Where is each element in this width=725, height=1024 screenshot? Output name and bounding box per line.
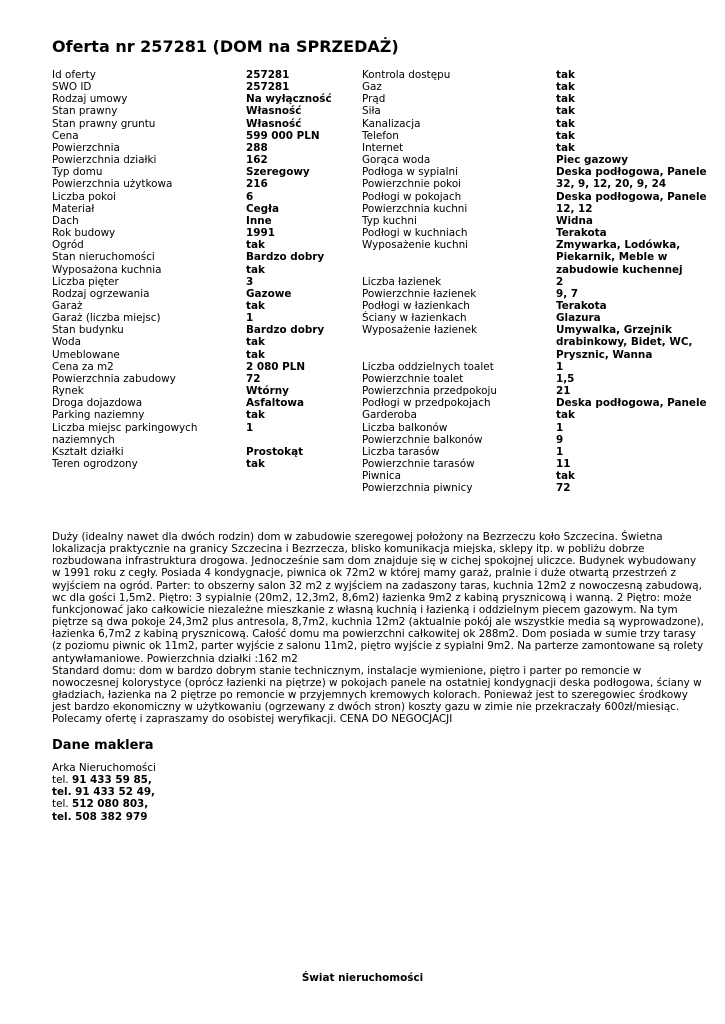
detail-row (362, 166, 707, 178)
detail-label: Cena za m2 (52, 360, 114, 373)
detail-row (362, 203, 707, 215)
detail-label: Liczba oddzielnych toalet (362, 360, 494, 373)
broker-phone: tel. 91 433 52 49, (52, 786, 156, 799)
detail-row (362, 69, 707, 81)
detail-value: tak (556, 117, 575, 130)
detail-value: tak (246, 409, 265, 422)
broker-info (52, 762, 156, 823)
detail-row (52, 385, 352, 397)
detail-label: Materiał (52, 202, 95, 215)
detail-value: 1 (246, 312, 254, 325)
detail-label: Garaż (52, 299, 83, 312)
detail-value: tak (246, 263, 265, 276)
detail-row (52, 81, 352, 93)
detail-row (362, 361, 707, 373)
detail-label: Liczba balkonów (362, 421, 448, 434)
detail-row (52, 142, 352, 154)
detail-value: Terakota (556, 227, 607, 240)
detail-row (52, 130, 352, 142)
detail-value: tak (246, 336, 265, 349)
detail-value: Prostokąt (246, 445, 304, 458)
detail-row (362, 458, 707, 470)
detail-row (362, 178, 707, 190)
detail-row (52, 227, 352, 239)
detail-value: 9 (556, 433, 564, 446)
detail-row (362, 446, 707, 458)
detail-value: tak (556, 409, 575, 422)
detail-label: Telefon (362, 129, 399, 142)
detail-label: Podłogi w przedpokojach (362, 397, 491, 410)
detail-row (52, 361, 352, 373)
detail-label: Powierzchnie pokoi (362, 178, 462, 191)
detail-label: Rodzaj ogrzewania (52, 287, 150, 300)
footer-brand: Świat nieruchomości (301, 972, 424, 984)
detail-value: 3 (246, 275, 254, 288)
detail-value: 216 (246, 178, 268, 191)
detail-value: 32, 9, 12, 20, 9, 24 (556, 178, 667, 191)
detail-value: Bardzo dobry (246, 324, 325, 337)
detail-row (362, 288, 707, 300)
detail-value: Na wyłączność (246, 93, 332, 106)
detail-value: 72 (246, 372, 261, 385)
detail-row (362, 142, 707, 154)
detail-label: Powierzchnia zabudowy (52, 372, 176, 385)
detail-value: Umywalka, Grzejnik drabinkowy, Bidet, WC, Prysznic, Wanna (556, 324, 693, 361)
detail-row (362, 130, 707, 142)
detail-value: Własność (246, 117, 302, 130)
detail-label: Dach (52, 214, 79, 227)
description-paragraph: Duży (idealny nawet dla dwóch rodzin) dom w zabudowie szeregowej położony na Bezrzeczu koło Szczecina. Świetna lokalizacja praktycznie na granicy Szczecina i Bezrzecza, blisko komunikacja miejska, sklepy itp. w pobliżu dobrze rozbudowana infrastruktura drogowa. Jednocześnie sam dom znajduje się w cichej spokojnej uliczce. Budynek wybudowany w 1991 roku z cegły. Posiada 4 kondygnacje, piwnica ok 72m2 w której mamy garaż, pralnie i duże otwartą przestrzeń z wyjściem na ogród. Parter: to obszerny salon 32 m2 z wyjściem na zadaszony taras, kuchnia 12m2 z nowoczesną zabudową, wc dla gości 1,5m2. Piętro: 3 sypialnie (20m2, 12,3m2, 8,6m2) łazienka 9m2 z kabiną prysznicową i wanną. 2 Piętro: może funkcjonować jako całkowicie niezależne mieszkanie z własną kuchnią i łazienką i oddzielnym piecem gazowym. Na tym piętrze są dwa pokoje 24,3m2 plus antresola, 8,7m2, kuchnia 12m2 (aktualnie pokój ale wszystkie media są wyprowadzone), łazienka 6,7m2 z kabiną prysznicową. Całość domu ma powierzchni całkowitej ok 288m2. Dom posiada w sumie trzy tarasy (z poziomu piwnic ok 11m2, parter wyjście z salonu 11m2, piętro wyjście z sypialni 9m2. Na parterze zamontowane są rolety antywłamaniowe. Powierzchnia działki :162 m2 (52, 531, 704, 665)
detail-row (52, 422, 352, 446)
detail-row (362, 118, 707, 130)
detail-row (362, 312, 707, 324)
detail-value: tak (556, 105, 575, 118)
detail-row (362, 324, 707, 360)
detail-row (362, 470, 707, 482)
detail-row (52, 69, 352, 81)
detail-label: Gorąca woda (362, 154, 431, 167)
detail-label: Powierzchnie balkonów (362, 433, 483, 446)
detail-label: Gaz (362, 81, 382, 94)
detail-label: Powierzchnie toalet (362, 372, 464, 385)
detail-row (52, 458, 352, 470)
detail-row (52, 288, 352, 300)
phone-prefix: tel. (52, 774, 69, 787)
detail-value: Bardzo dobry (246, 251, 325, 264)
detail-label: Rynek (52, 385, 84, 398)
detail-label: Podłogi w kuchniach (362, 227, 468, 240)
detail-value: Terakota (556, 299, 607, 312)
detail-label: Internet (362, 141, 404, 154)
detail-row (52, 215, 352, 227)
detail-value: Szeregowy (246, 166, 310, 179)
broker-name: Arka Nieruchomości (52, 762, 156, 774)
detail-row (362, 105, 707, 117)
detail-label: Powierzchnie tarasów (362, 458, 475, 470)
detail-label: Powierzchnia (52, 141, 120, 154)
detail-row (52, 324, 352, 336)
detail-label: Powierzchnia kuchni (362, 202, 468, 215)
offer-description (52, 531, 707, 726)
detail-label: Podłogi w pokojach (362, 190, 462, 203)
detail-value: 599 000 PLN (246, 129, 320, 142)
detail-row (52, 154, 352, 166)
detail-row (52, 118, 352, 130)
detail-label: Liczba tarasów (362, 445, 440, 458)
detail-value: 11 (556, 458, 571, 470)
detail-label: Prąd (362, 93, 386, 106)
detail-row (362, 434, 707, 446)
detail-label: Typ kuchni (362, 214, 417, 227)
detail-value: tak (556, 81, 575, 94)
detail-row (362, 276, 707, 288)
detail-value: Wtórny (246, 385, 289, 398)
detail-row (52, 191, 352, 203)
description-paragraph: Standard domu: dom w bardzo dobrym stanie technicznym, instalacje wymienione, piętro i parter po remoncie w nowoczesnej kolorystyce (oprócz łazienki na piętrze) w pokojach panele na ostatniej kondygnacji deska podłogowa, ściany w gładziach, łazienka na 2 piętrze po remoncie w przyjemnych kremowych kolorach. Ponieważ jest to szeregowiec środkowy jest bardzo ekonomiczny w użytkowaniu (ogrzewany z dwóch stron) koszty gazu w zimie nie przekraczały 600zł/miesiąc. Polecamy ofertę i zapraszamy do osobistej weryfikacji. CENA DO NEGOCJACJI (52, 664, 702, 726)
detail-label: Wyposażenie kuchni (362, 239, 469, 252)
detail-value: Glazura (556, 312, 601, 325)
detail-label: Garaż (liczba miejsc) (52, 312, 161, 325)
detail-row (362, 385, 707, 397)
broker-phone (52, 774, 156, 786)
detail-label: Powierzchnia działki (52, 154, 157, 167)
detail-row (362, 215, 707, 227)
detail-label: Kanalizacja (362, 117, 421, 130)
detail-label: Cena (52, 129, 79, 142)
detail-value: 9, 7 (556, 287, 579, 300)
detail-value: Widna (556, 214, 593, 227)
detail-value: 162 (246, 154, 268, 167)
detail-label: Garderoba (362, 409, 417, 422)
detail-label: Stan prawny (52, 105, 118, 118)
detail-label: SWO ID (52, 81, 92, 94)
broker-phone (52, 798, 156, 810)
offer-details-right (362, 69, 707, 494)
detail-row (52, 178, 352, 190)
detail-row (52, 446, 352, 458)
detail-label: Typ domu (52, 166, 103, 179)
detail-label: Stan budynku (52, 324, 124, 337)
detail-value: Gazowe (246, 287, 292, 300)
detail-label: Stan nieruchomości (52, 251, 155, 264)
detail-value: 257281 (246, 69, 290, 81)
detail-value: 21 (556, 385, 571, 398)
detail-value: Cegła (246, 202, 279, 215)
detail-label: Kształt działki (52, 445, 124, 458)
detail-row (52, 166, 352, 178)
detail-value: tak (246, 458, 265, 470)
detail-label: Podłoga w sypialni (362, 166, 458, 179)
detail-label: Umeblowane (52, 348, 120, 361)
detail-row (52, 312, 352, 324)
detail-row (362, 191, 707, 203)
detail-label: Woda (52, 336, 81, 349)
detail-label: Powierzchnia przedpokoju (362, 385, 497, 398)
broker-heading: Dane maklera (52, 738, 154, 753)
detail-value: Deska podłogowa, Panele (556, 166, 707, 179)
detail-value: 1 (556, 445, 564, 458)
detail-row (52, 409, 352, 421)
detail-row (52, 264, 352, 276)
detail-label: Podłogi w łazienkach (362, 299, 470, 312)
detail-value: tak (556, 141, 575, 154)
detail-label: Wyposażona kuchnia (52, 263, 162, 276)
detail-value: 1,5 (556, 372, 575, 385)
detail-value: Zmywarka, Lodówka, Piekarnik, Meble w zabudowie kuchennej (556, 239, 683, 276)
detail-label: Stan prawny gruntu (52, 117, 156, 130)
detail-row (52, 397, 352, 409)
detail-label: Powierzchnia piwnicy (362, 482, 473, 495)
detail-row (362, 239, 707, 275)
detail-value: tak (556, 470, 575, 483)
detail-value: tak (246, 299, 265, 312)
detail-row (52, 251, 352, 263)
detail-value: tak (556, 93, 575, 106)
detail-value: tak (246, 348, 265, 361)
phone-number: 512 080 803, (71, 798, 149, 811)
detail-value: 2 080 PLN (246, 360, 306, 373)
detail-value: Asfaltowa (246, 397, 305, 410)
detail-label: Kontrola dostępu (362, 69, 451, 81)
detail-value: 72 (556, 482, 571, 495)
detail-row (362, 227, 707, 239)
detail-label: Piwnica (362, 470, 401, 483)
detail-row (52, 93, 352, 105)
detail-row (52, 203, 352, 215)
detail-row (362, 397, 707, 409)
detail-value: Inne (246, 214, 272, 227)
detail-label: Id oferty (52, 69, 96, 81)
detail-label: Parking naziemny (52, 409, 145, 422)
detail-row (52, 373, 352, 385)
detail-label: Rodzaj umowy (52, 93, 128, 106)
detail-value: tak (556, 129, 575, 142)
detail-label: Ściany w łazienkach (362, 312, 467, 325)
detail-label: Rok budowy (52, 227, 116, 240)
detail-label: Liczba łazienek (362, 275, 442, 288)
detail-row (52, 300, 352, 312)
detail-value: 257281 (246, 81, 290, 94)
detail-value: tak (556, 69, 575, 81)
detail-label: Teren ogrodzony (52, 458, 138, 470)
detail-row (52, 349, 352, 361)
detail-label: Liczba pokoi (52, 190, 116, 203)
detail-value: Własność (246, 105, 302, 118)
detail-value: 6 (246, 190, 254, 203)
detail-row (362, 300, 707, 312)
detail-value: 288 (246, 141, 268, 154)
detail-value: 1991 (246, 227, 275, 240)
detail-value: 2 (556, 275, 564, 288)
offer-title: Oferta nr 257281 (DOM na SPRZEDAŻ) (52, 37, 399, 56)
detail-label: Liczba miejsc parkingowych naziemnych (52, 421, 198, 446)
detail-row (362, 422, 707, 434)
offer-details-left (52, 69, 352, 470)
detail-value: Piec gazowy (556, 154, 629, 167)
detail-row (362, 154, 707, 166)
detail-value: Deska podłogowa, Panele (556, 397, 707, 410)
detail-label: Ogród (52, 239, 84, 252)
detail-row (362, 81, 707, 93)
detail-label: Liczba pięter (52, 275, 119, 288)
detail-row (362, 93, 707, 105)
detail-value: 12, 12 (556, 202, 593, 215)
phone-prefix: tel. (52, 798, 69, 811)
detail-row (52, 239, 352, 251)
detail-label: Powierzchnie łazienek (362, 287, 477, 300)
detail-row (362, 373, 707, 385)
detail-label: Powierzchnia użytkowa (52, 178, 173, 191)
detail-value: 1 (556, 360, 564, 373)
detail-value: 1 (556, 421, 564, 434)
detail-value: tak (246, 239, 265, 252)
phone-number: 91 433 59 85, (71, 774, 152, 787)
detail-value: Deska podłogowa, Panele (556, 190, 707, 203)
detail-row (52, 336, 352, 348)
detail-value: 1 (246, 421, 254, 434)
broker-phone: tel. 508 382 979 (52, 810, 148, 823)
detail-row (52, 105, 352, 117)
detail-label: Droga dojazdowa (52, 397, 143, 410)
detail-row (362, 482, 707, 494)
detail-label: Siła (362, 105, 381, 118)
detail-row (52, 276, 352, 288)
detail-row (362, 409, 707, 421)
detail-label: Wyposażenie łazienek (362, 324, 478, 337)
